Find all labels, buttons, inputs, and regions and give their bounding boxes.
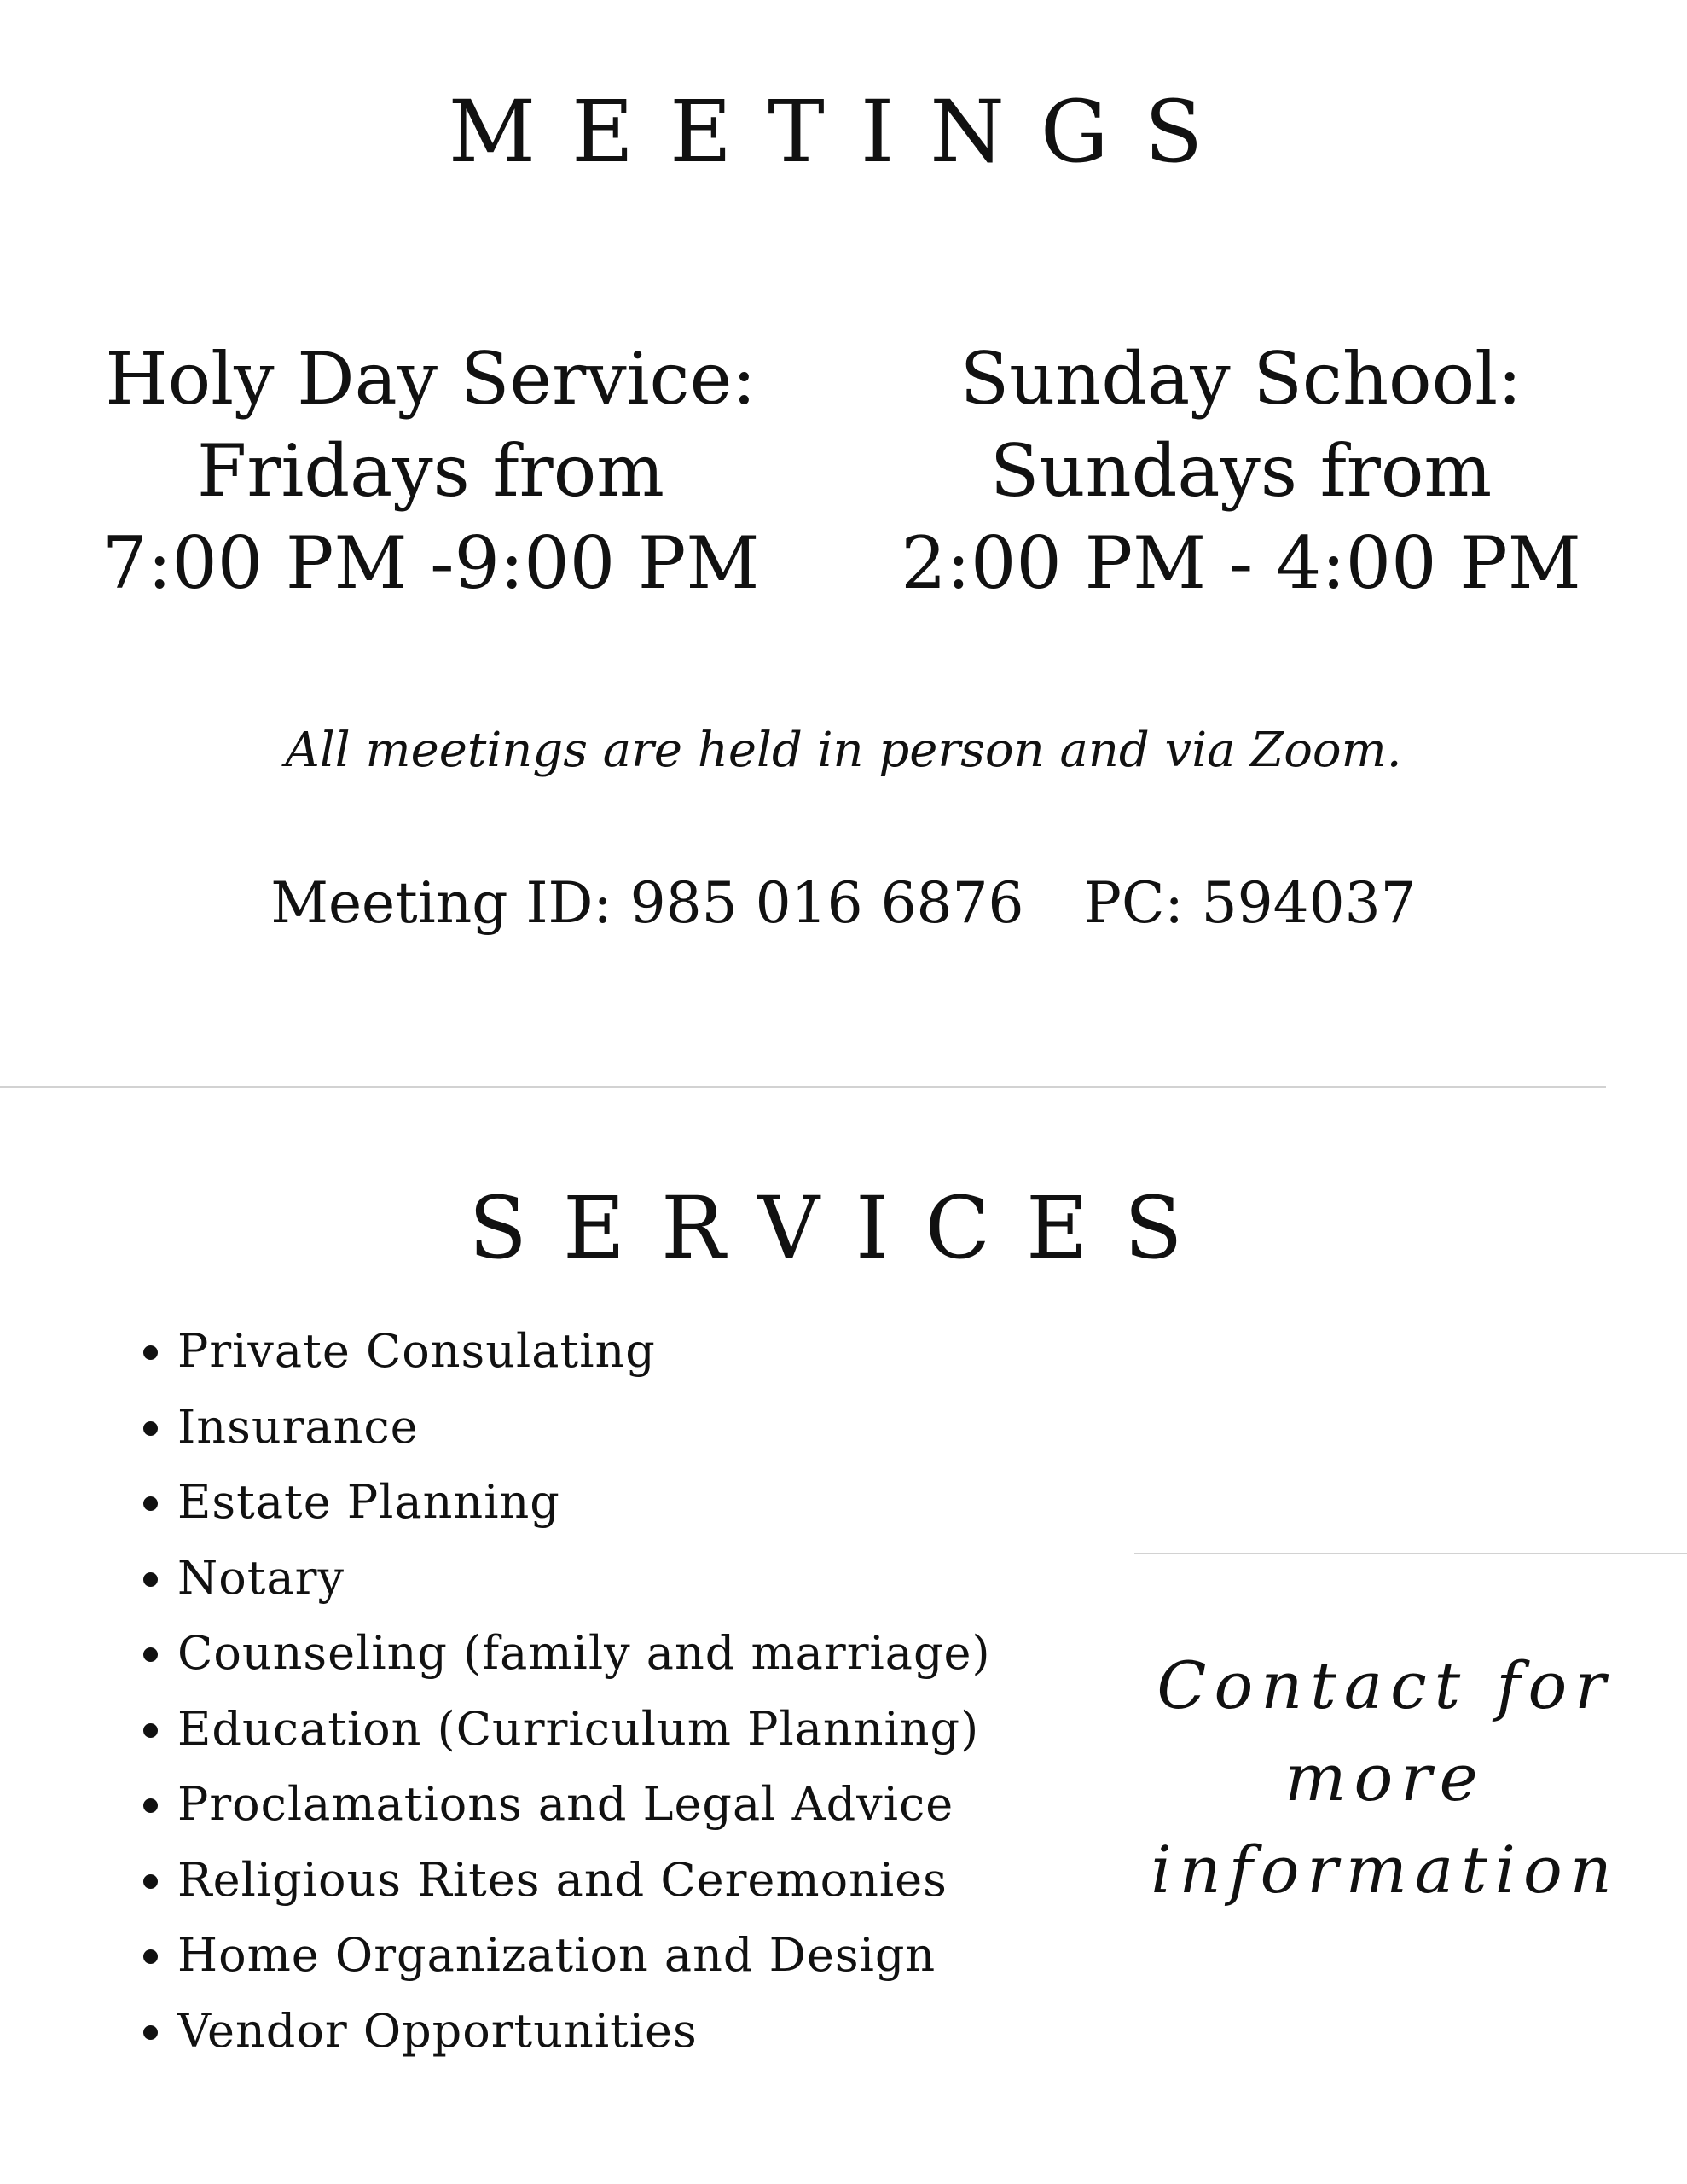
list-item: • Proclamations and Legal Advice	[177, 1767, 991, 1843]
contact-line-3: information	[1151, 1832, 1620, 1908]
contact-line-1: Contact for	[1157, 1647, 1614, 1723]
meeting-passcode: PC: 594037	[1083, 870, 1417, 936]
holy-day-days: Fridays from	[197, 429, 664, 513]
services-heading: SERVICES	[468, 1178, 1219, 1278]
list-item: • Estate Planning	[177, 1465, 991, 1541]
meetings-heading: MEETINGS	[448, 82, 1239, 182]
services-list	[128, 1314, 991, 2069]
list-item: • Counseling (family and marriage)	[177, 1616, 991, 1692]
contact-line-2: more	[1284, 1740, 1486, 1815]
sunday-school-time: 2:00 PM - 4:00 PM	[901, 521, 1581, 605]
sunday-school-title: Sunday School:	[959, 337, 1522, 421]
list-item: • Notary	[177, 1541, 991, 1617]
list-item: • Vendor Opportunities	[177, 1994, 991, 2070]
meeting-id: Meeting ID: 985 016 6876	[270, 870, 1024, 936]
list-item: • Religious Rites and Ceremonies	[177, 1843, 991, 1919]
holy-day-time: 7:00 PM -9:00 PM	[101, 521, 760, 605]
list-item: • Private Consulating	[177, 1314, 991, 1390]
zoom-note: All meetings are held in person and via Zoom.	[285, 723, 1402, 778]
section-divider	[0, 1086, 1606, 1088]
holy-day-service-schedule	[81, 333, 780, 609]
contact-note	[1134, 1640, 1636, 1916]
list-item: • Insurance	[177, 1390, 991, 1466]
contact-divider	[1134, 1553, 1687, 1554]
sunday-school-days: Sundays from	[989, 429, 1493, 513]
list-item: • Home Organization and Design	[177, 1918, 991, 1994]
holy-day-title: Holy Day Service:	[105, 337, 757, 421]
list-item: • Education (Curriculum Planning)	[177, 1692, 991, 1768]
sunday-school-schedule	[891, 333, 1591, 609]
zoom-meeting-info	[0, 870, 1687, 936]
